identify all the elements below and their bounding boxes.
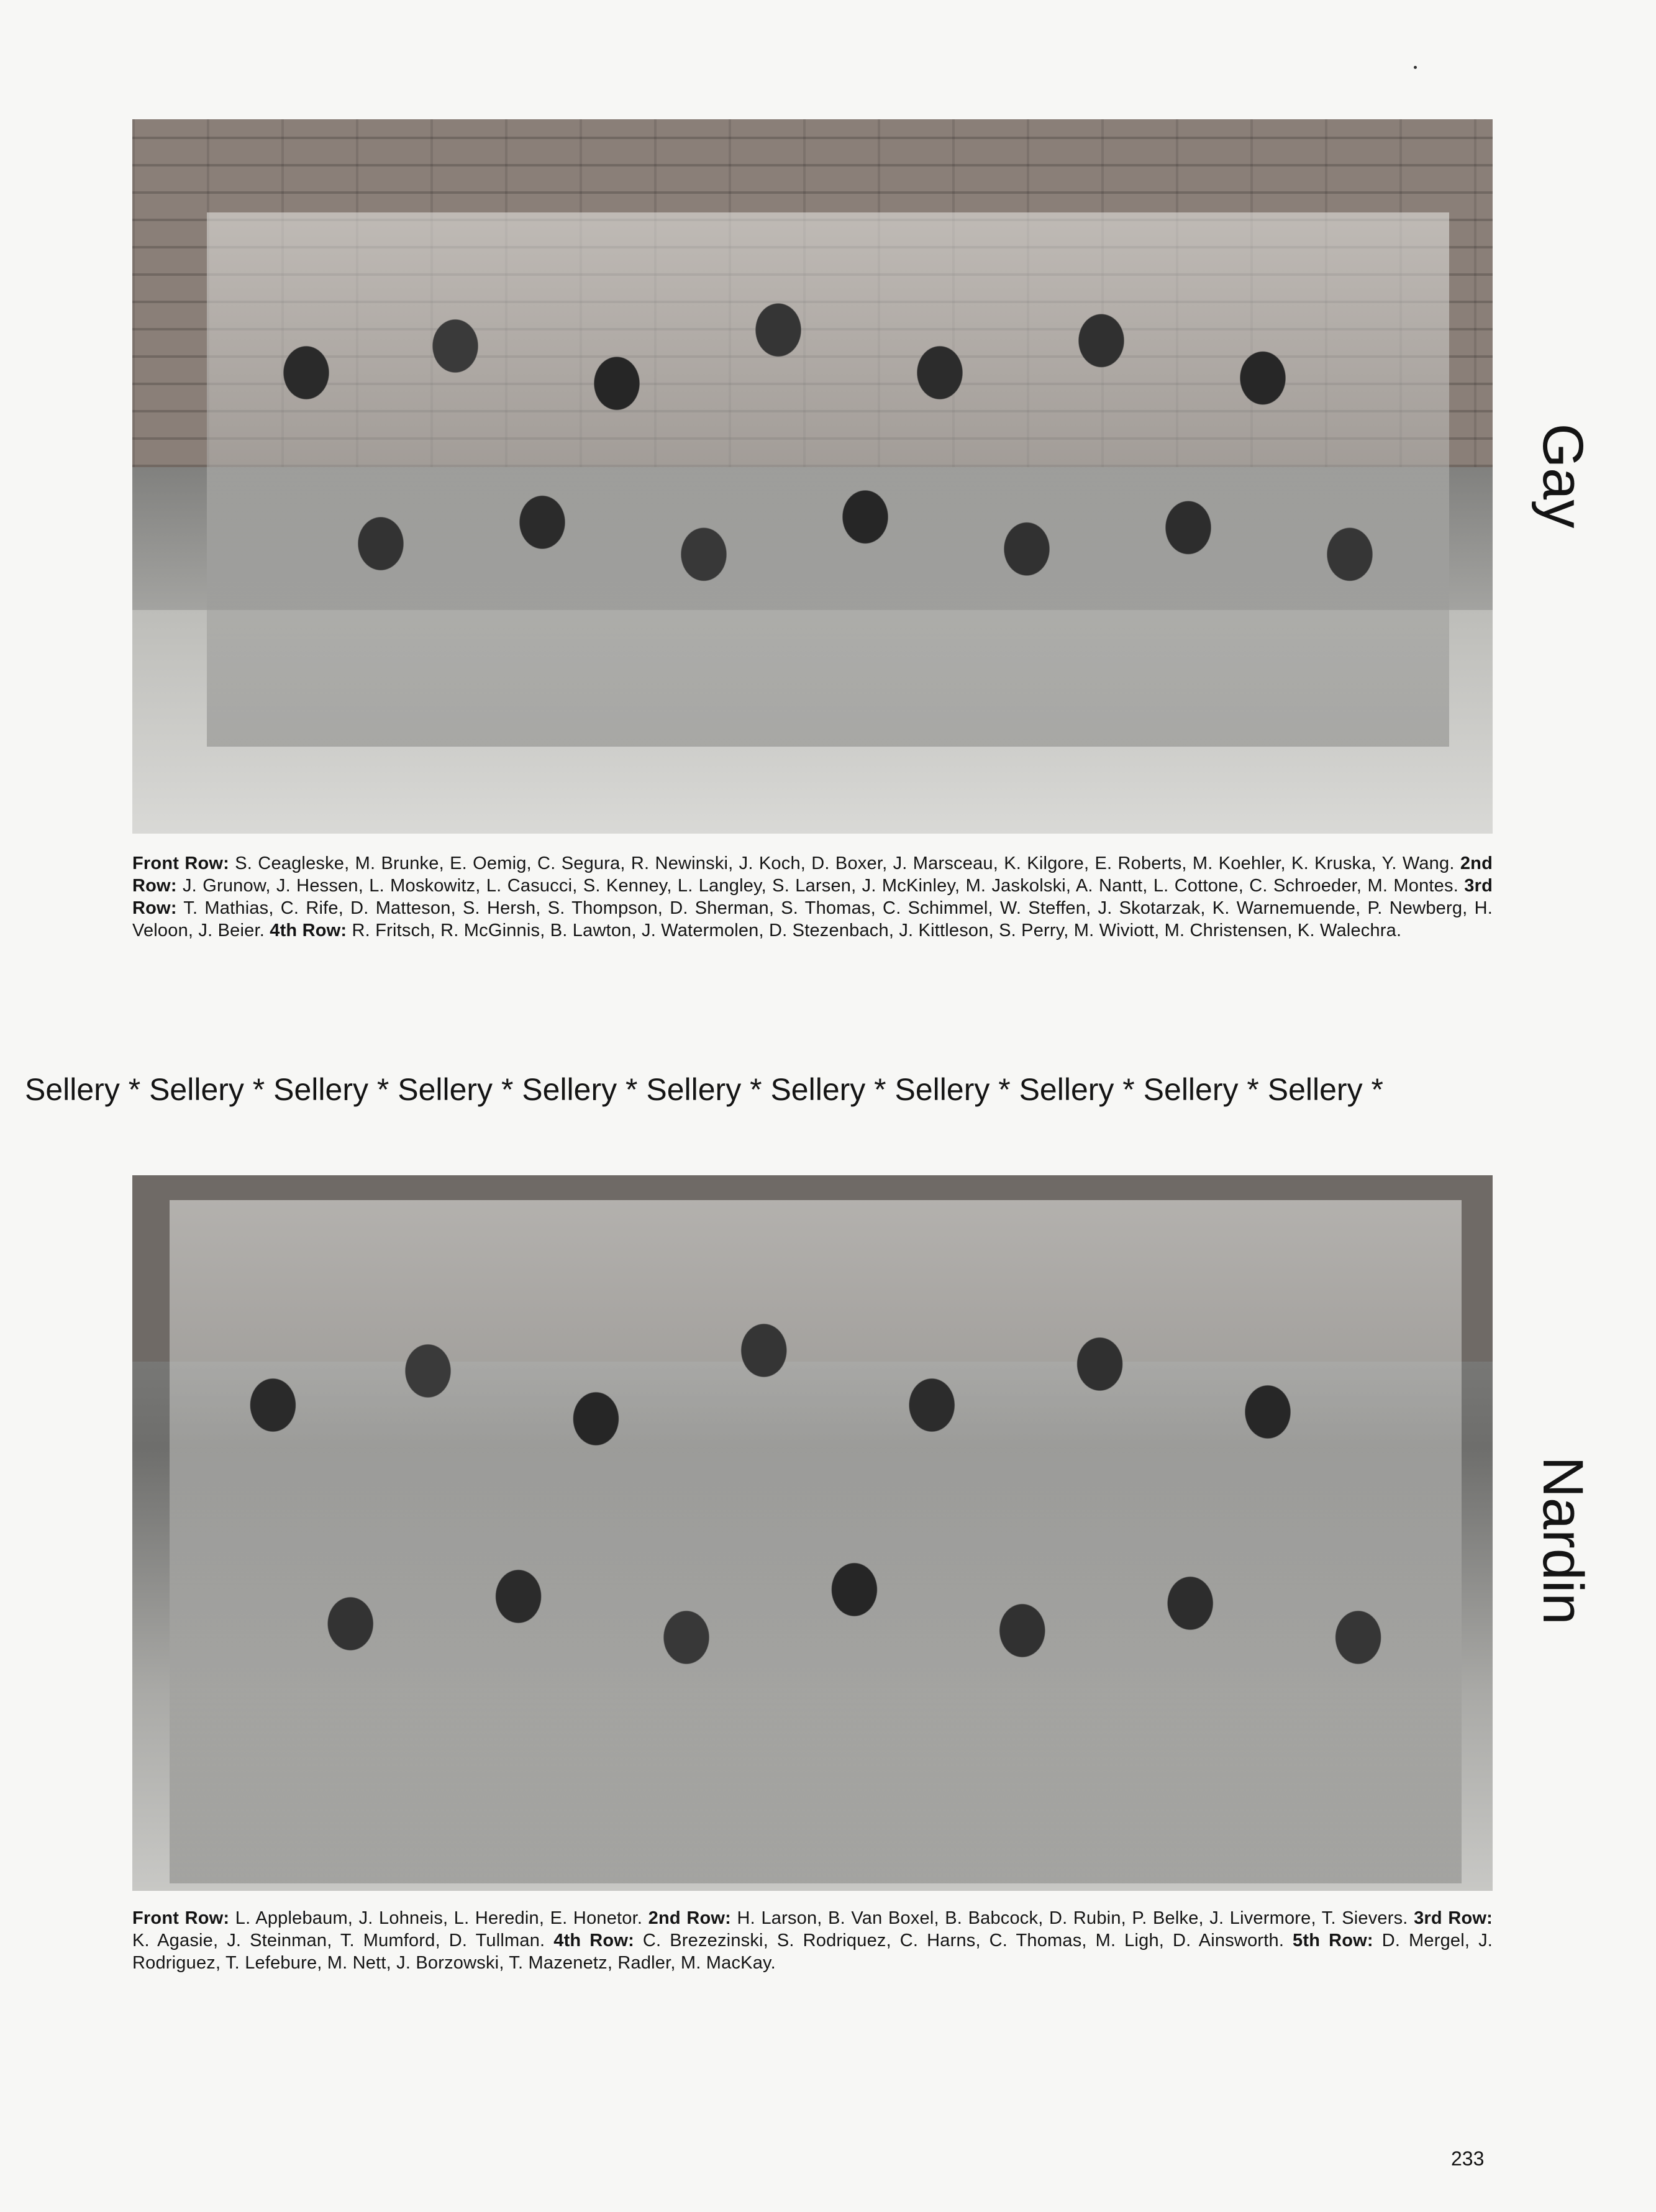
caption-row-label: 2nd Row: — [132, 853, 1493, 896]
caption-row-names: T. Mathias, C. Rife, D. Matteson, S. Hersh, S. Thompson, D. Sherman, S. Thomas, C. Schimmel, W. Steffen, J. Skotarzak, K. Warnemuende, P. Newberg, H. Veloon, J. Beier. — [132, 898, 1493, 940]
caption-row-label: 3rd Row: — [1414, 1908, 1493, 1928]
gay-group-photo — [132, 119, 1493, 834]
nardin-caption — [132, 1907, 1493, 1974]
caption-row-label: 5th Row: — [1293, 1931, 1373, 1950]
gay-title: Gay — [1531, 423, 1595, 529]
caption-row-names: S. Ceagleske, M. Brunke, E. Oemig, C. Segura, R. Newinski, J. Koch, D. Boxer, J. Marsceau, K. Kilgore, E. Roberts, M. Koehler, K. Kruska, Y. Wang. — [229, 853, 1460, 873]
gay-caption — [132, 852, 1493, 942]
caption-row-names: K. Agasie, J. Steinman, T. Mumford, D. Tullman. — [132, 1931, 554, 1950]
caption-row-label: 4th Row: — [270, 921, 347, 940]
nardin-group-photo — [132, 1175, 1493, 1891]
caption-row-label: 4th Row: — [553, 1931, 634, 1950]
nardin-title: Nardin — [1531, 1456, 1595, 1625]
caption-row-names: D. Mergel, J. Rodriguez, T. Lefebure, M. Nett, J. Borzowski, T. Mazenetz, Radler, M. MacKay. — [132, 1931, 1493, 1973]
caption-row-label: 2nd Row: — [648, 1908, 732, 1928]
caption-row-names: L. Applebaum, J. Lohneis, L. Heredin, E. Honetor. — [229, 1908, 648, 1928]
caption-row-names: J. Grunow, J. Hessen, L. Moskowitz, L. Casucci, S. Kenney, L. Langley, S. Larsen, J. McKinley, M. Jaskolski, A. Nantt, L. Cottone, C. Schroeder, M. Montes. — [176, 876, 1465, 896]
caption-row-label: Front Row: — [132, 853, 230, 873]
caption-row-label: 3rd Row: — [132, 876, 1493, 918]
sellery-banner: Sellery * Sellery * Sellery * Sellery * Sellery * Sellery * Sellery * Sellery * Sellery * Sellery * Sellery * — [25, 1072, 1383, 1107]
print-speck — [1414, 66, 1417, 69]
caption-row-label: Front Row: — [132, 1908, 230, 1928]
page-number: 233 — [1451, 2147, 1485, 2170]
caption-row-names: R. Fritsch, R. McGinnis, B. Lawton, J. Watermolen, D. Stezenbach, J. Kittleson, S. Perry, M. Wiviott, M. Christensen, K. Walechra. — [347, 921, 1402, 940]
caption-row-names: C. Brezezinski, S. Rodriquez, C. Harns, C. Thomas, M. Ligh, D. Ainsworth. — [634, 1931, 1293, 1950]
caption-row-names: H. Larson, B. Van Boxel, B. Babcock, D. Rubin, P. Belke, J. Livermore, T. Sievers. — [731, 1908, 1414, 1928]
